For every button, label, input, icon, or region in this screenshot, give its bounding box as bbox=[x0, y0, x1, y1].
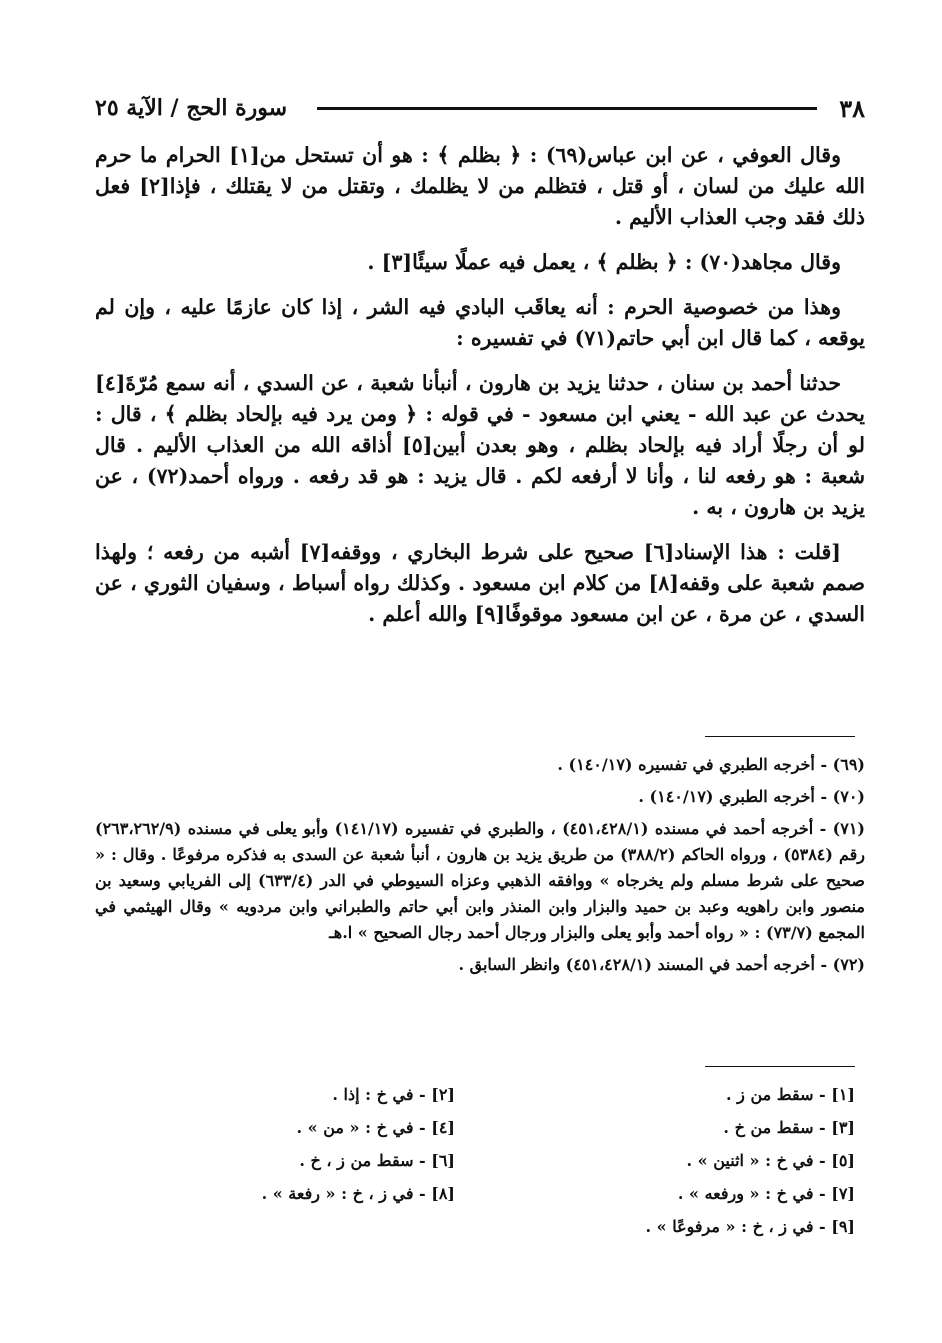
paragraph-2: وقال مجاهد(٧٠) : ﴿ بظلم ﴾ ، يعمل فيه عملًا سيئًا[٣] . bbox=[367, 250, 841, 274]
paragraph-4: حدثنا أحمد بن سنان ، حدثنا يزيد بن هارون ، أنبأنا شعبة ، عن السدي ، أنه سمع مُرّةَ[٤] يحدث عن عبد الله - يعني ابن مسعود - في قوله : ﴿ ومن يرد فيه بإلحاد بظلم ﴾ ، قال : لو أن رجلًا أراد فيه بإلحاد بظلم ، وهو بعدن أبين[٥] أذاقه الله من العذاب الأليم . قال شعبة : هو رفعه لنا ، وأنا لا أرفعه لكم . قال يزيد : هو قد رفعه . ورواه أحمد(٧٢) ، عن يزيد بن هارون ، به . bbox=[95, 371, 865, 519]
variant-note-8: [٨] - في ز ، خ : « رفعة » . bbox=[261, 1184, 455, 1203]
page-header bbox=[95, 88, 865, 128]
footnote-71: (٧١) - أخرجه أحمد في مسنده (٤٥١،٤٢٨/١) ، والطبري في تفسيره (١٤١/١٧) وأبو يعلى في مسنده (٢٦٣،٢٦٢/٩) رقم (٥٣٨٤) ، ورواه الحاكم (٣٨٨/٢) من طريق يزيد بن هارون ، أنبأ شعبة عن السدى به فذكره مرفوعًا . وقال : « صحيح على شرط مسلم ولم يخرجاه » ووافقه الذهبي وعزاه السيوطي في الدر (٦٣٣/٤) إلى الفريابي وسعيد بن منصور وابن راهويه وعبد بن حميد والبزار وابن المنذر وابن أبي حاتم والطبراني وابن مردويه » وقال الهيثمي في المجمع (٧٣/٧) : « رواه أحمد وأبو يعلى والبزار ورجال أحمد رجال الصحيح » ا.هـ bbox=[95, 819, 866, 942]
footnotes bbox=[95, 752, 865, 984]
variant-note-4: [٤] - في خ : « من » . bbox=[296, 1118, 455, 1137]
paragraph-1: وقال العوفي ، عن ابن عباس(٦٩) : ﴿ بظلم ﴾ : هو أن تستحل من[١] الحرام ما حرم الله عليك من لسان ، أو قتل ، فتظلم من لا يظلمك ، وتقتل من لا يقتلك ، فإذا[٢] فعل ذلك فقد وجب العذاب الأليم . bbox=[95, 143, 865, 229]
page-number: ٣٨ bbox=[839, 93, 865, 123]
variant-note-1: [١] - سقط من ز . bbox=[726, 1085, 855, 1104]
variant-note-6: [٦] - سقط من ز ، خ . bbox=[299, 1151, 455, 1170]
footnote-72: (٧٢) - أخرجه أحمد في المسند (٤٥١،٤٢٨/١) وانظر السابق . bbox=[458, 955, 865, 974]
footnote-separator bbox=[705, 736, 855, 737]
paragraph-5: [قلت : هذا الإسناد[٦] صحيح على شرط البخاري ، ووقفه[٧] أشبه من رفعه ؛ ولهذا صمم شعبة على وقفه[٨] من كلام ابن مسعود . وكذلك رواه أسباط ، وسفيان الثوري ، عن السدي ، عن مرة ، عن ابن مسعود موقوفًا[٩] والله أعلم . bbox=[95, 540, 865, 626]
running-title: سورة الحج / الآية ٢٥ bbox=[95, 95, 288, 121]
footnote-70: (٧٠) - أخرجه الطبري (١٤٠/١٧) . bbox=[638, 787, 865, 806]
footnote-69: (٦٩) - أخرجه الطبري في تفسيره (١٤٠/١٧) . bbox=[557, 755, 865, 774]
variant-note-3: [٣] - سقط من خ . bbox=[723, 1118, 855, 1137]
main-text bbox=[95, 140, 865, 644]
variant-note-2: [٢] - في خ : إذا . bbox=[332, 1085, 455, 1104]
manuscript-variants bbox=[95, 1082, 855, 1240]
variant-note-5: [٥] - في خ : « اثنين » . bbox=[686, 1151, 855, 1170]
header-rule bbox=[317, 107, 817, 110]
variants-separator bbox=[705, 1066, 855, 1067]
variant-note-7: [٧] - في خ : « ورفعه » . bbox=[677, 1184, 855, 1203]
paragraph-3: وهذا من خصوصية الحرم : أنه يعاقَب البادي فيه الشر ، إذا كان عازمًا عليه ، وإن لم يوقعه ، كما قال ابن أبي حاتم(٧١) في تفسيره : bbox=[95, 295, 865, 350]
variant-note-9: [٩] - في ز ، خ : « مرفوعًا » . bbox=[645, 1217, 855, 1236]
